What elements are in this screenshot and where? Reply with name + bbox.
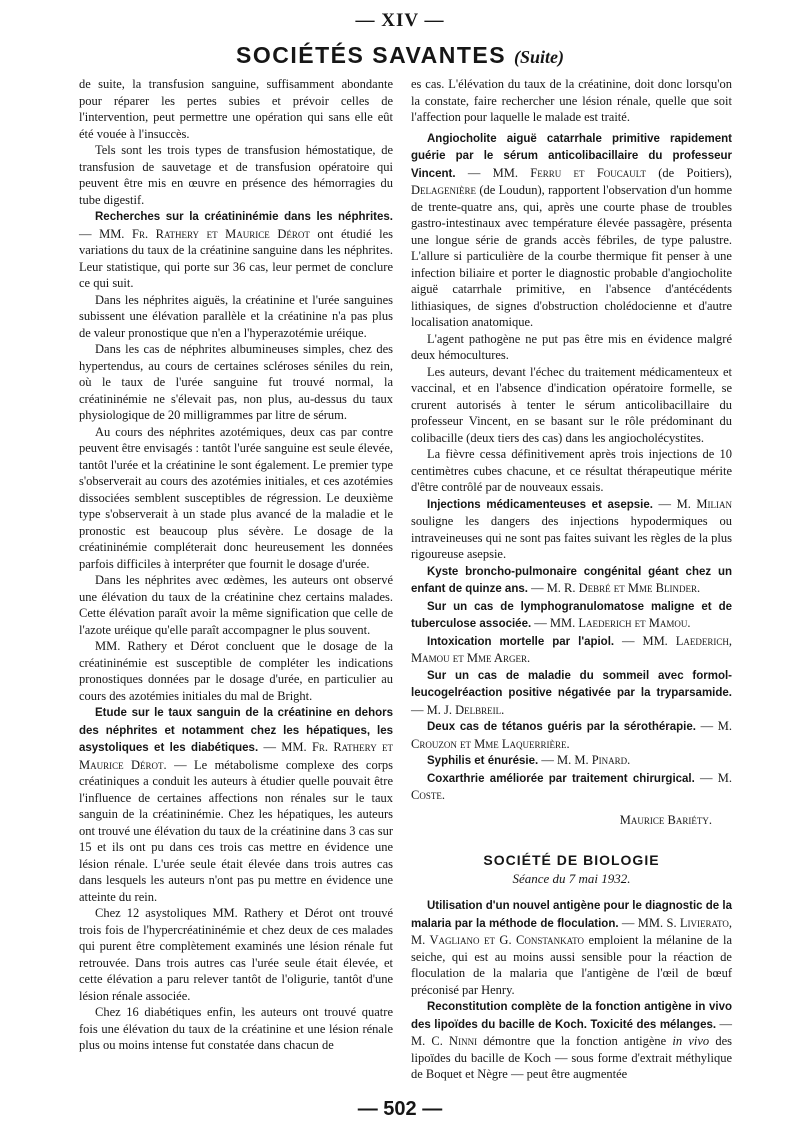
article-authors: M. C. Ninni: [411, 1034, 478, 1048]
dash: —: [716, 1016, 732, 1031]
article-heading: Injections médicamenteuses et asepsie.: [427, 498, 653, 511]
article-authors: — M. R. Debré et Mme Blinder.: [527, 581, 701, 595]
article-text: emploient la mélanine de la seiche, qui est au moins aussi sensible pour la réaction de floculation de la malaria que l'antigène de l'œil de bœuf préconisé par Henry.: [411, 933, 732, 997]
article-authors: — M. Crouzon et Mme Laquerrière.: [411, 719, 732, 751]
article-authors: MM. Ferru et Foucault: [492, 165, 646, 180]
article-entry: [411, 718, 732, 752]
article-entry: [411, 130, 732, 331]
article-entry: [411, 667, 732, 719]
paragraph: Dans les néphrites avec œdèmes, les auteurs ont observé une élévation du taux de la créatinine chez certains malades. Cette élévation paraît avoir la même signification que celle de l'azote uréique qu'elle paraît accompagner le plus souvent.: [79, 573, 393, 637]
article-authors: MM. S. Livierato, M. Vagliano et G. Constankato: [411, 915, 733, 947]
paragraph: Chez 12 asystoliques MM. Rathery et Dérot ont trouvé trois fois de l'hypercréatininémie et chez deux de ces malades qui purent être complètement examinés une lésion rénale fut retrouvée. Dans trois autres cas l'urée seule était élevée, et cette élévation a paru relever tantôt de l'oligurie, tantôt d'une lésion rénale associée.: [79, 906, 393, 1003]
article-heading: Sur un cas de lymphogranulomatose maligne et de tuberculose associée.: [411, 600, 732, 630]
article-entry: [411, 563, 732, 598]
article-authors: MM. Fr. Rathery et Maurice Dérot: [99, 226, 310, 241]
article-heading: Kyste broncho-pulmonaire congénital géant chez un enfant de quinze ans.: [411, 565, 732, 595]
dash: —: [618, 915, 638, 930]
article-authors: — M. M. Pinard.: [538, 753, 631, 767]
article-text: — Le métabolisme complexe des corps créatiniques a conduit les auteurs à étudier quelle pouvait être l'influence de certaines affections non rénales sur le taux sanguin de la créatininémie. Chez les hépatiques, les auteurs ont trouvé une élévation du taux de la créatinine dans 3 cas sur 15 et ils ont pu dans ces trois cas mettre en évidence une lésion rénale. L'urée seule était élevée dans trois autres cas dans lesquels les auteurs n'ont pas pu mettre en évidence une atteinte du rein.: [79, 757, 393, 904]
roman-page-number: — XIV —: [355, 10, 445, 31]
article-italic: in vivo: [672, 1034, 710, 1048]
article-heading: Syphilis et énurésie.: [427, 755, 539, 767]
paragraph: Les auteurs, devant l'échec du traitement médicamenteux et vaccinal, et en l'absence d'indication opératoire formelle, se crurent autorisés à tenter le sérum anticolibacillaire du professeur Vincent, en se basant sur le rôle prédominant du colibacille (deux tiers des cas) dans les angiocholécystites.: [411, 364, 732, 445]
article-heading: Deux cas de tétanos guéris par la sérothérapie.: [427, 721, 696, 733]
article-authors: — M. Coste.: [411, 770, 732, 802]
article-authors: M. Milian: [676, 496, 732, 511]
paragraph: Tels sont les trois types de transfusion hémostatique, de transfusion de sauvetage et de transfusion opératoire qui peuvent être mis en œuvre en présence des hémorragies du tube digestif.: [79, 143, 393, 207]
running-head-title: SOCIÉTÉS SAVANTES: [236, 42, 507, 68]
article-heading: Etude sur le taux sanguin de la créatinine en dehors des néphrites et notamment chez les hépatiques, les asystoliques et les diabétiques.: [79, 707, 393, 754]
article-heading: Reconstitution complète de la fonction antigène in vivo des lipoïdes du bacille de Koch. Toxicité des mélanges.: [411, 1001, 732, 1031]
article-entry: [79, 208, 393, 292]
article-authors: — MM. Laederich, Mamou et Mme Arger.: [411, 633, 732, 665]
article-text: des lipoïdes du bacille de Koch — sous forme d'extrait méthylique de Boquet et Nègre — peut être augmentée: [411, 1034, 732, 1081]
dash: —: [258, 740, 282, 754]
paragraph: de suite, la transfusion sanguine, suffisamment abondante pour réparer les pertes subies et prévoir celles de l'intervention, peut permettre une opération qui sans elle eût été vouée à l'insuccès.: [79, 77, 393, 141]
dash: —: [79, 226, 100, 241]
article-text: souligne les dangers des injections hypodermiques ou intraveineuses qui ne sont pas faites suivant les règles de la plus rigoureuse asepsie.: [411, 514, 732, 561]
article-entry: [411, 770, 732, 804]
paragraph: Chez 16 diabétiques enfin, les auteurs ont trouvé quatre fois une élévation du taux de la créatinine et une lésion rénale plus ou moins intense fut constatée dans chacun de: [79, 1005, 393, 1052]
paragraph: L'agent pathogène ne put pas être mis en évidence malgré deux hémocultures.: [411, 331, 732, 362]
right-column: [411, 76, 732, 1083]
page-number: — 502 —: [357, 1098, 443, 1120]
article-entry: [411, 633, 732, 667]
running-head: [0, 42, 800, 69]
article-authors: MM. Fr. Rathery et Maurice Dérot.: [79, 740, 393, 772]
article-entry: [411, 598, 732, 633]
article-entry: [411, 496, 732, 563]
paragraph: MM. Rathery et Dérot concluent que le dosage de la créatininémie est susceptible de compléter les indications pronostiques données par le dosage d'urée, en particulier au cours des azotémies initiales du mal de Bright.: [79, 639, 393, 703]
article-entry: [79, 704, 393, 905]
article-heading: Angiocholite aiguë catarrhale primitive rapidement guérie par le sérum anticolibacillaire du professeur Vincent.: [411, 132, 732, 180]
article-heading: Utilisation d'un nouvel antigène pour le diagnostic de la malaria par la méthode de floculation.: [411, 900, 732, 930]
article-heading: Recherches sur la créatininémie dans les néphrites.: [95, 211, 393, 223]
article-heading: Intoxication mortelle par l'apiol.: [427, 635, 615, 648]
article-text: démontre que la fonction antigène: [477, 1034, 673, 1048]
article-authors: Delagenière: [411, 183, 477, 197]
left-column: [79, 76, 393, 1054]
paragraph: Dans les cas de néphrites albumineuses simples, chez des hypertendus, au cours de certaines scléroses séniles du rein, où le taux de l'urée sanguine fut trouvé normal, la créatininémie ne s'élevait pas, non plus, au-dessus du taux physiologique de 20 milligrammes par litre de sérum.: [79, 342, 393, 422]
paragraph: es cas. L'élévation du taux de la créatinine, doit donc lorsqu'on la constate, faire rechercher une lésion rénale, quelle que soit l'affection pour laquelle le malade est traité.: [411, 77, 732, 124]
article-authors: — MM. Laederich et Mamou.: [531, 616, 691, 630]
article-heading: Sur un cas de maladie du sommeil avec formol-leucogelréaction positive négativée par la tryparsamide.: [411, 669, 732, 699]
article-entry: [411, 752, 732, 770]
article-authors: — M. J. Delbreil.: [411, 702, 505, 717]
dash: —: [455, 165, 493, 180]
section-date: Séance du 7 mai 1932.: [512, 870, 631, 886]
paragraph: Au cours des néphrites azotémiques, deux cas par contre peuvent être envisagés : tantôt l'urée sanguine est seule élevée, tantôt l'urée et la créatinine le sont également. Le premier type s'observerait au cours des azotémies initiales, et ces azotémies dissociées semblent susceptibles de régression. Le deuxième type s'observerait à un stade plus avancé de la maladie et le pronostic est beaucoup plus sévère. Le dosage de la créatininémie compléterait donc heureusement les données parfois difficiles à interpréter que fournit le dosage d'urée.: [79, 424, 393, 571]
signature: Maurice Bariéty.: [619, 812, 712, 827]
article-entry: [411, 897, 732, 998]
running-head-suite: (Suite): [513, 47, 564, 67]
article-text: ont étudié les variations du taux de la créatinine sanguine dans les néphrites. Leur statistique, qui porte sur 36 cas, leur permet de conclure ce qui suit.: [79, 226, 393, 290]
dash: —: [652, 496, 677, 511]
article-entry: [411, 998, 732, 1083]
paragraph: Dans les néphrites aiguës, la créatinine et l'urée sanguines subissent une élévation parallèle et la créatinine n'a pas plus de valeur pronostique que n'en a l'hyperazotémie uréique.: [79, 292, 393, 340]
article-text: (de Poitiers),: [645, 165, 732, 180]
section-title: SOCIÉTÉ DE BIOLOGIE: [483, 852, 660, 868]
article-heading: Coxarthrie améliorée par traitement chirurgical.: [427, 772, 695, 785]
article-text: (de Loudun), rapportent l'observation d'un homme de trente-quatre ans, qui, après une courte phase de troubles gastro-intestinaux avec température élevée passagère, présenta une longue série de grands accès fébriles, de type palustre. L'allure si particulière de la courbe thermique fit penser à une infection biliaire et porter le diagnostic probable d'angiocholite aiguë catarrhale primitive, en l'absence d'antécédents lithiasiques, de signes d'obstruction cholédocienne et d'autre localisation anatomique.: [411, 183, 732, 329]
paragraph: La fièvre cessa définitivement après trois injections de 10 centimètres cubes chacune, et ce résultat thérapeutique mérite d'être contrôlé par de nouveaux essais.: [411, 447, 732, 494]
